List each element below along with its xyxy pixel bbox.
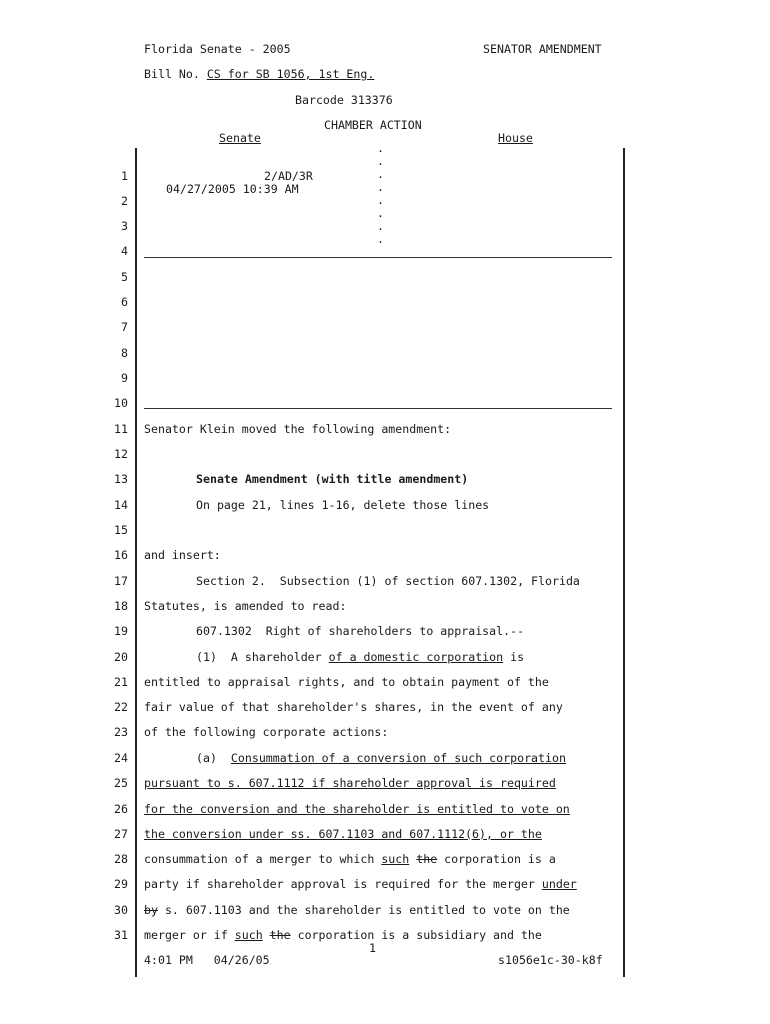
line-19: 607.1302 Right of shareholders to appraisal.-- [196, 624, 525, 638]
line-number: 31 [114, 928, 128, 942]
line-number: 10 [114, 396, 128, 410]
line-number: 21 [114, 675, 128, 689]
line-20: (1) A shareholder of a domestic corporation is [196, 650, 525, 664]
line-24: (a) Consummation of a conversion of such corporation [196, 751, 566, 765]
line-number: 12 [114, 447, 128, 461]
line-number: 2 [121, 194, 128, 208]
bill-number [144, 67, 374, 81]
bill-prefix: Bill No. [144, 67, 207, 81]
line-18: Statutes, is amended to read: [144, 599, 347, 613]
chamber-divider-dots: . . . . . . . . [377, 141, 384, 246]
line-16: and insert: [144, 548, 221, 562]
line-21: entitled to appraisal rights, and to obtain payment of the [144, 675, 549, 689]
line-number: 26 [114, 802, 128, 816]
line-26: for the conversion and the shareholder is entitled to vote on [144, 802, 570, 816]
footer-right: s1056e1c-30-k8f [498, 953, 603, 967]
line-11: Senator Klein moved the following amendment: [144, 422, 452, 436]
line-number: 3 [121, 219, 128, 233]
senate-label: Senate [219, 131, 261, 145]
line-number: 13 [114, 472, 128, 486]
line-number: 28 [114, 852, 128, 866]
header-left: Florida Senate - 2005 [144, 42, 291, 56]
line-number: 4 [121, 244, 128, 258]
line-number: 11 [114, 422, 128, 436]
line-number: 8 [121, 346, 128, 360]
house-label: House [498, 131, 533, 145]
rule-line-10 [144, 408, 612, 409]
line-28: consummation of a merger to which such the corporation is a [144, 852, 556, 866]
bill-id: CS for SB 1056, 1st Eng. [206, 67, 375, 81]
barcode: Barcode 313376 [295, 93, 393, 107]
line-number: 30 [114, 903, 128, 917]
line-number: 1 [121, 169, 128, 183]
line-number: 9 [121, 371, 128, 385]
line-number: 29 [114, 877, 128, 891]
footer-left: 4:01 PM 04/26/05 [144, 953, 270, 967]
line-number: 14 [114, 498, 128, 512]
line-number: 7 [121, 320, 128, 334]
rule-line-4 [144, 257, 612, 258]
line-number: 20 [114, 650, 128, 664]
line-number: 6 [121, 295, 128, 309]
line-31: merger or if such the corporation is a subsidiary and the [144, 928, 542, 942]
line-14: On page 21, lines 1-16, delete those lines [196, 498, 490, 512]
line-number: 22 [114, 700, 128, 714]
line-number: 17 [114, 574, 128, 588]
line-number: 19 [114, 624, 128, 638]
header-right: SENATOR AMENDMENT [483, 42, 602, 56]
line-number: 15 [114, 523, 128, 537]
left-margin-tail [135, 963, 137, 977]
chamber-action: CHAMBER ACTION [324, 118, 422, 132]
line-13-heading: Senate Amendment (with title amendment) [196, 472, 469, 486]
line-number: 27 [114, 827, 128, 841]
line-number: 5 [121, 270, 128, 284]
line-25: pursuant to s. 607.1112 if shareholder approval is required [144, 776, 556, 790]
line-23: of the following corporate actions: [144, 725, 389, 739]
right-margin-tail [623, 963, 625, 977]
line-number: 24 [114, 751, 128, 765]
line-number: 25 [114, 776, 128, 790]
line-22: fair value of that shareholder's shares, in the event of any [144, 700, 563, 714]
line-number: 18 [114, 599, 128, 613]
page-number: 1 [369, 941, 376, 955]
line-17: Section 2. Subsection (1) of section 607.1302, Florida [196, 574, 580, 588]
line-30: by s. 607.1103 and the shareholder is entitled to vote on the [144, 903, 570, 917]
action-code: 2/AD/3R [264, 169, 313, 183]
line-29: party if shareholder approval is required for the merger under [144, 877, 577, 891]
right-margin-line [623, 148, 625, 963]
left-margin-line [135, 148, 137, 963]
action-datetime: 04/27/2005 10:39 AM [166, 182, 299, 196]
line-number: 23 [114, 725, 128, 739]
line-27: the conversion under ss. 607.1103 and 607.1112(6), or the [144, 827, 542, 841]
line-number: 16 [114, 548, 128, 562]
